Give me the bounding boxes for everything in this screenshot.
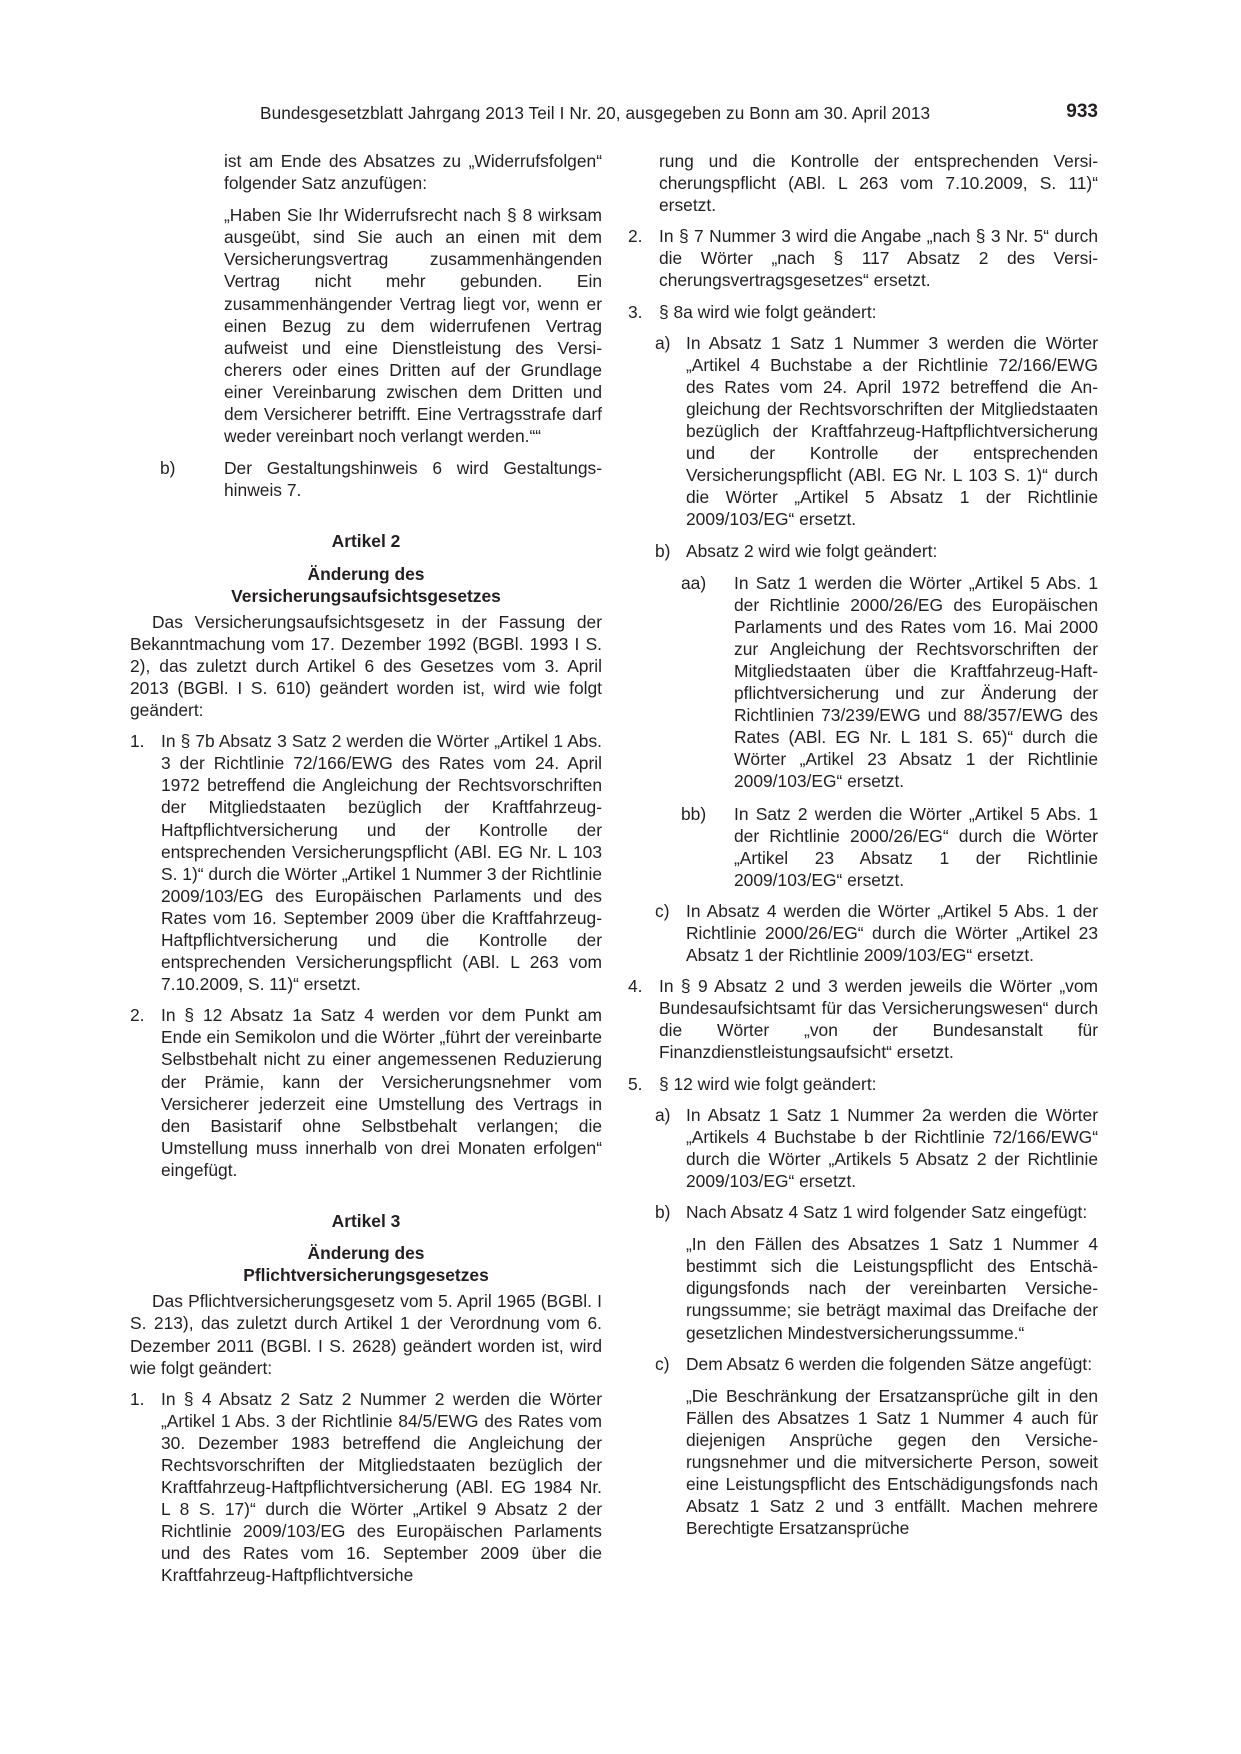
item-label: c) [655,1353,670,1374]
item-text: In § 7b Absatz 3 Satz 2 werden die Wörter „Artikel 1 Abs. 3 der Richtlinie 72/166/EWG des Rates vom 24. April 1972 betreffend die Angleichung der Rechtsvorschriften der Mitgliedstaaten bezüglich der Kraftfahrzeug-Haftpflichtversicherung und der Kontrolle der entsprechenden Versicherungspflicht (ABl. EG Nr. L 103 S. 1)“ durch die Wörter „Artikel 1 Nummer 3 der Richtlinie 2009/103/EG des Europäischen Parlaments und des Rates vom 16. September 2009 über die Kraftfahrzeug-Haftpflichtversicherung und die Kontrolle der entsprechenden Versicherungspflicht (ABl. L 263 vom 7.10.2009, S. 11)“ ersetzt. [161,731,602,995]
right-continuation: rung und die Kontrolle der entsprechenden Versicherungspflicht (ABl. L 263 vom 7.10.2009, S. 11)“ ersetzt. [659,151,1098,216]
item-text: In Absatz 1 Satz 1 Nummer 2a werden die Wörter „Artikels 4 Buchstabe b der Richtlinie 72/166/EWG“ durch die Wörter „Artikels 5 Absatz 2 der Richtlinie 2009/103/EG“ ersetzt. [686,1104,1098,1191]
item-label: a) [655,332,671,353]
quote-text: „Die Beschränkung der Ersatzansprüche gilt in den Fällen des Absatzes 1 Satz 1 Nummer 4 auch für diejenigen Ansprüche gegen den Versicherungsnehmer und die mitversicherte Person, soweit eine Leistungspflicht des Entschädigungsfonds nach Absatz 1 Satz 2 und 3 entfällt. Machen mehrere Berechtigte Ersatzansprüche [686,1385,1098,1539]
item-text: In § 12 Absatz 1a Satz 4 werden vor dem Punkt am Ende ein Semikolon und die Wörter „führt der vereinbarte Selbstbehalt nicht zu einer angemessenen Reduzierung der Prämie, kann der Versicherungsnehmer vom Versicherer jederzeit eine Umstellung des Vertrags in den Basistarif ohne Selbstbehalt verlangen; die Umstellung muss innerhalb von drei Monaten erfolgen“ eingefügt. [161,1005,602,1180]
item-text: In Satz 1 werden die Wörter „Artikel 5 Abs. 1 der Richtlinie 2000/26/EG des Europäischen Parlaments und des Rates vom 16. Mai 2000 zur Angleichung der Rechtsvorschriften der Mitgliedstaaten über die Kraftfahrzeug-Haftpflichtversicherung und zur Änderung der Richtlinien 73/239/EWG und 88/357/EWG des Rates (ABl. EG Nr. L 181 S. 65)“ durch die Wörter „Artikel 23 Absatz 1 der Richtlinie 2009/103/EG“ ersetzt. [734,572,1098,792]
item-text: In § 7 Nummer 3 wird die Angabe „nach § 3 Nr. 5“ durch die Wörter „nach § 117 Absatz 2 des Versicherungsvertragsgesetzes“ ersetzt. [659,226,1098,291]
article-2-title-line2: Versicherungsaufsichtsgesetzes [231,585,501,606]
right-column [628,150,1098,1539]
list-item [628,975,1098,1063]
item-text: § 8a wird wie folgt geändert: [659,301,877,322]
list-item-c [655,1353,1098,1540]
item-label: b) [655,1202,671,1223]
article-3-heading: Artikel 3 [331,1211,401,1232]
item-text: Absatz 2 wird wie folgt geändert: [686,540,938,561]
item-text: In § 9 Absatz 2 und 3 werden jeweils die Wörter „vom Bundesaufsichtsamt für das Versicherungswesen“ durch die Wörter „von der Bundesanstalt für Finanzdienstleistungsaufsicht“ ersetzt. [659,976,1098,1063]
left-intro: ist am Ende des Absatzes zu „Widerrufsfolgen“ folgender Satz anzufügen: [224,151,602,194]
item-label: aa) [681,572,707,593]
header-title: Bundesgesetzblatt Jahrgang 2013 Teil I Nr. 20, ausgegeben zu Bonn am 30. April 2013 [260,103,931,123]
item-label: 4. [628,976,643,997]
item-text: Nach Absatz 4 Satz 1 wird folgender Satz eingefügt: [686,1202,1088,1223]
list-item-b [655,540,1098,891]
article-2-heading: Artikel 2 [331,531,401,552]
item-label: 5. [628,1073,643,1094]
item-label: 2. [130,1005,145,1026]
item-label: b) [160,458,176,479]
item-label: a) [655,1104,671,1125]
article-2-intro: Das Versicherungsaufsichtsgesetz in der Fassung der Bekanntmachung vom 17. Dezember 1992 (BGBl. 1993 I S. 2), das zuletzt durch Artikel 6 des Gesetzes vom 3. April 2013 (BGBl. I S. 610) geändert worden ist, wird wie folgt geändert: [130,611,602,721]
list-item [130,1388,602,1587]
list-item-b [655,1201,1098,1344]
item-label: 1. [130,731,145,752]
left-column [130,150,602,1587]
list-item [628,1073,1098,1540]
item-text: In Absatz 1 Satz 1 Nummer 3 werden die Wörter „Artikel 4 Buchstabe a der Richtlinie 72/166/EWG des Rates vom 24. April 1972 betreffend die Angleichung der Rechtsvorschriften der Mitgliedstaaten bezüglich der Kraftfahrzeug-Haftpflichtversicherung und der Kontrolle der entsprechenden Versicherungspflicht (ABl. EG Nr. L 103 S. 1)“ durch die Wörter „Artikel 5 Absatz 1 der Richtlinie 2009/103/EG“ ersetzt. [686,332,1098,530]
page-number: 933 [1066,101,1098,122]
item-text: Der Gestaltungshinweis 6 wird Gestaltungshinweis 7. [224,458,602,501]
list-item-b [130,457,602,501]
list-item [130,1004,602,1181]
item-text: In Satz 2 werden die Wörter „Artikel 5 Abs. 1 der Richtlinie 2000/26/EG“ durch die Wörter „Artikel 23 Absatz 1 der Richtlinie 2009/103/EG“ ersetzt. [734,803,1098,890]
item-label: 2. [628,226,643,247]
list-item-bb [681,803,1098,891]
article-3-intro: Das Pflichtversicherungsgesetz vom 5. April 1965 (BGBl. I S. 213), das zuletzt durch Artikel 1 der Verordnung vom 6. Dezember 2011 (BGBl. I S. 2628) geändert worden ist, wird wie folgt geändert: [130,1291,602,1378]
page-header [260,101,1098,127]
list-item [130,730,602,995]
article-2-title-line1: Änderung des [307,563,425,584]
left-quote: „Haben Sie Ihr Widerrufsrecht nach § 8 wirksam ausgeübt, sind Sie auch an einen mit dem Versicherungsvertrag zusammenhängenden Vertrag nicht mehr gebunden. Ein zusammenhängender Vertrag liegt vor, wenn er einen Bezug zu dem widerrufenen Vertrag aufweist und eine Dienstleistung des Versicherers oder eines Dritten auf der Grundlage einer Vereinbarung zwischen dem Dritten und dem Versicherer betrifft. Eine Vertragsstrafe darf weder vereinbart noch verlangt werden.““ [224,205,602,447]
list-item [628,225,1098,291]
item-label: 3. [628,301,643,322]
list-item [628,301,1098,967]
list-item-a [655,1104,1098,1192]
item-label: c) [655,900,670,921]
item-text: In Absatz 4 werden die Wörter „Artikel 5 Abs. 1 der Richtlinie 2000/26/EG“ durch die Wörter „Artikel 23 Absatz 1 der Richtlinie 2009/103/EG“ ersetzt. [686,900,1098,966]
list-item-aa [681,572,1098,793]
item-label: b) [655,540,671,561]
list-item-c [655,900,1098,966]
article-3-title-line2: Pflichtversicherungsgesetzes [243,1265,489,1286]
item-label: 1. [130,1388,145,1409]
item-label: bb) [681,803,707,824]
item-text: In § 4 Absatz 2 Satz 2 Nummer 2 werden die Wörter „Artikel 1 Abs. 3 der Richtlinie 84/5/EWG des Rates vom 30. Dezember 1983 betreffend die Angleichung der Rechtsvorschriften der Mitgliedstaaten bezüglich der Kraftfahrzeug-Haftpflichtversicherung (ABl. EG 1984 Nr. L 8 S. 17)“ durch die Wörter „Artikel 9 Absatz 2 der Richtlinie 2009/103/EG des Europäischen Parlaments und des Rates vom 16. September 2009 über die Kraftfahrzeug-Haftpflichtversiche [161,1388,602,1586]
article-3-title-line1: Änderung des [307,1243,425,1264]
list-item-a [655,332,1098,531]
quote-text: „In den Fällen des Absatzes 1 Satz 1 Nummer 4 bestimmt sich die Leistungspflicht des Entschädigungsfonds nach der vereinbarten Versicherungssumme; sie beträgt maximal das Dreifache der gesetzlichen Mindestversicherungssumme.“ [686,1234,1098,1343]
item-text: § 12 wird wie folgt geändert: [659,1073,877,1094]
item-text: Dem Absatz 6 werden die folgenden Sätze angefügt: [686,1353,1093,1374]
